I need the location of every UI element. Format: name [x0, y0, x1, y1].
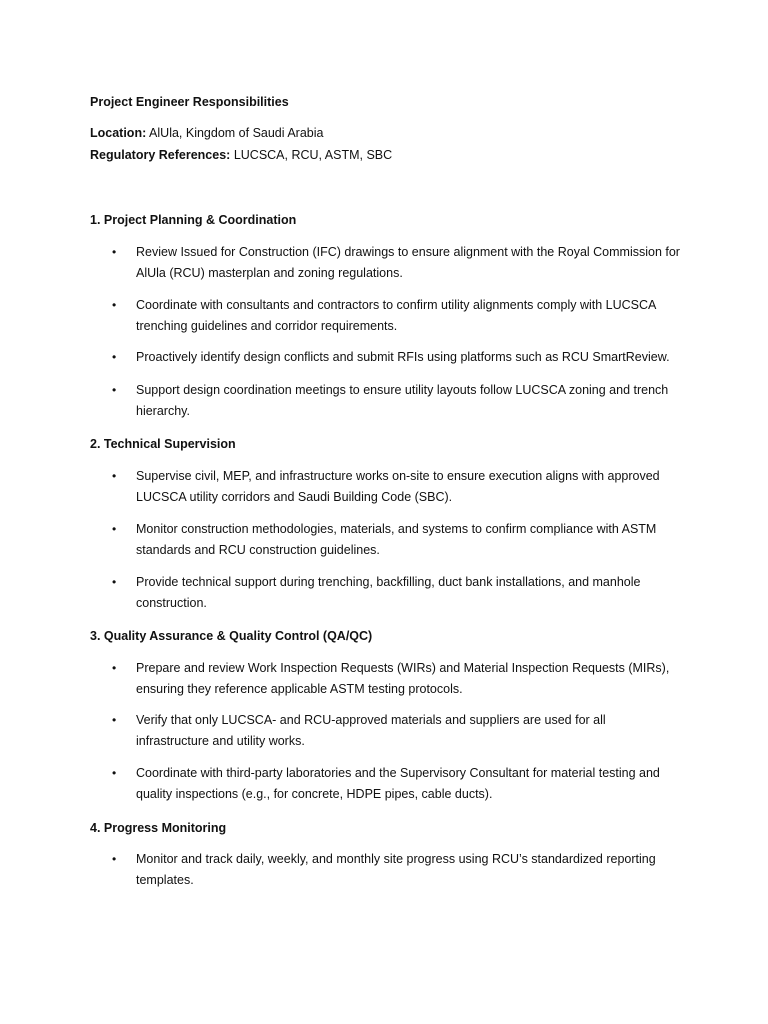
location-line [90, 124, 323, 142]
location-value: AlUla, Kingdom of Saudi Arabia [149, 126, 324, 140]
list-item-text: Monitor construction methodologies, materials, and systems to confirm compliance with ASTM standards and RCU construction guidelines. [136, 522, 657, 557]
document-title: Project Engineer Responsibilities [90, 95, 289, 109]
list-item-text: Verify that only LUCSCA- and RCU-approved materials and suppliers are used for all infrastructure and utility works. [136, 713, 606, 748]
list-item-text: Review Issued for Construction (IFC) drawings to ensure alignment with the Royal Commission for AlUla (RCU) masterplan and zoning regulations. [136, 245, 680, 280]
list-item-text: Support design coordination meetings to ensure utility layouts follow LUCSCA zoning and trench hierarchy. [136, 383, 669, 418]
regulatory-references-value: LUCSCA, RCU, ASTM, SBC [233, 148, 393, 162]
list-item-text: Monitor and track daily, weekly, and monthly site progress using RCU’s standardized reporting templates. [136, 852, 656, 887]
list-item-text: Coordinate with third-party laboratories and the Supervisory Consultant for material testing and quality inspections (e.g., for concrete, HDPE pipes, cable ducts). [136, 766, 660, 801]
bullet-icon: • [112, 852, 117, 866]
section-heading: 3. Quality Assurance & Quality Control (QA/QC) [90, 629, 373, 643]
section-heading: 1. Project Planning & Coordination [90, 213, 297, 227]
regulatory-references-label: Regulatory References: [90, 148, 231, 162]
section-heading: 2. Technical Supervision [90, 437, 236, 451]
bullet-icon: • [112, 469, 117, 483]
bullet-icon: • [112, 522, 117, 536]
list-item-text: Coordinate with consultants and contractors to confirm utility alignments comply with LUCSCA trenching guidelines and corridor requirements. [136, 298, 656, 333]
bullet-icon: • [112, 713, 117, 727]
bullet-icon: • [112, 575, 117, 589]
location-label: Location: [90, 126, 147, 140]
bullet-icon: • [112, 661, 117, 675]
list-item-text: Supervise civil, MEP, and infrastructure works on-site to ensure execution aligns with approved LUCSCA utility corridors and Saudi Building Code (SBC). [136, 469, 660, 504]
list-item-text: Proactively identify design conflicts and submit RFIs using platforms such as RCU SmartReview. [136, 350, 670, 364]
bullet-icon: • [112, 766, 117, 780]
regulatory-references-line [90, 146, 392, 164]
bullet-icon: • [112, 383, 117, 397]
list-item-text: Prepare and review Work Inspection Requests (WIRs) and Material Inspection Requests (MIRs), ensuring they reference applicable ASTM testing protocols. [136, 661, 670, 696]
bullet-icon: • [112, 245, 117, 259]
bullet-icon: • [112, 350, 117, 364]
list-item-text: Provide technical support during trenching, backfilling, duct bank installations, and manhole construction. [136, 575, 641, 610]
bullet-icon: • [112, 298, 117, 312]
section-heading: 4. Progress Monitoring [90, 821, 227, 835]
